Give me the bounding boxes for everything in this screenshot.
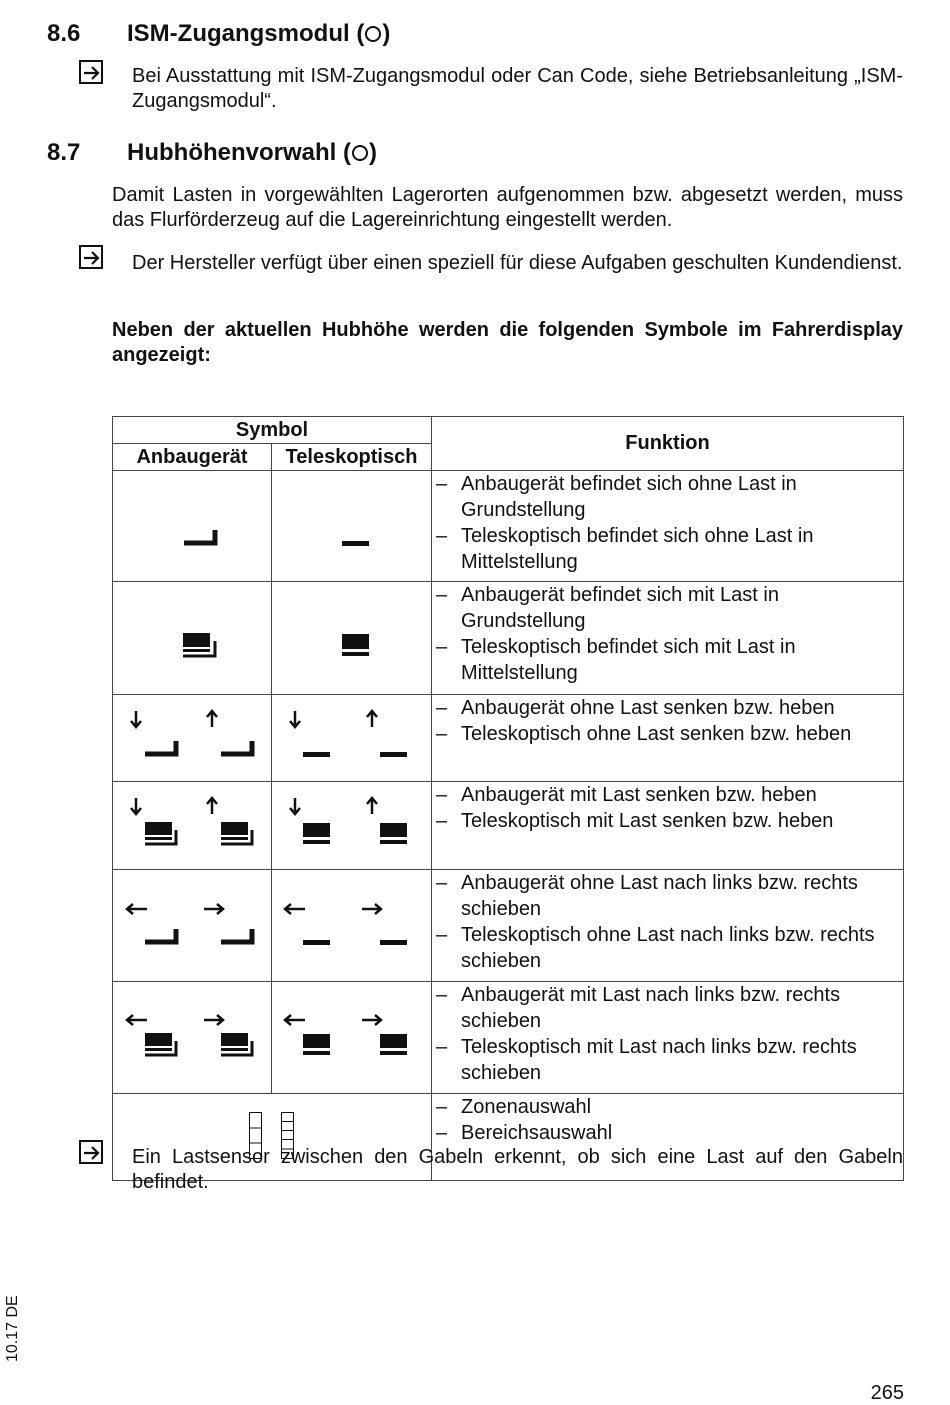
teleskoptisch-symbol-cell [272, 582, 432, 695]
table-loaded-shift-left-right-icons [272, 982, 432, 1087]
teleskoptisch-symbol-cell [272, 695, 432, 782]
fork-lower-raise-icons [113, 695, 272, 775]
function-item: – Teleskoptisch mit Last senken bzw. heben [436, 808, 903, 834]
function-item: – Anbaugerät mit Last nach links bzw. rechts schieben [436, 982, 903, 1034]
section-title: Hubhöhenvorwahl ( ) [127, 139, 377, 166]
anbaugeraet-symbol-cell [113, 582, 272, 695]
table-row [113, 782, 904, 870]
function-item: – Anbaugerät ohne Last senken bzw. heben [436, 695, 903, 721]
section-number: 8.6 [47, 20, 81, 47]
fork-loaded-icon [113, 582, 272, 688]
symbol-table [112, 416, 904, 1181]
teleskoptisch-symbol-cell [272, 982, 432, 1094]
version-label: 10.17 DE [4, 1295, 21, 1362]
final-note-text: Ein Lastsensor zwischen den Gabeln erkennt, ob sich eine Last auf den Gabeln befindet. [132, 1146, 903, 1193]
function-item: – Anbaugerät mit Last senken bzw. heben [436, 782, 903, 808]
section-heading-8-7 [47, 139, 647, 167]
table-loaded-icon [272, 582, 432, 688]
anbaugeraet-symbol-cell [113, 982, 272, 1094]
function-cell [432, 695, 904, 782]
table-row [113, 870, 904, 982]
function-cell [432, 471, 904, 582]
teleskoptisch-symbol-cell [272, 471, 432, 582]
function-item: – Anbaugerät befindet sich mit Last in Grundstellung [436, 582, 903, 634]
table-row [113, 582, 904, 695]
intro-paragraph: Damit Lasten in vorgewählten Lagerorten aufgenommen bzw. abgesetzt werden, muss das Flurförderzeug auf die Lagereinrichtung eingestellt werden. [112, 184, 903, 231]
note-arrow-icon [79, 1140, 103, 1164]
optional-circle-icon [352, 145, 368, 161]
fork-empty-icon [113, 471, 272, 575]
table-lower-raise-icons [272, 695, 432, 775]
bold-lead-text: Neben der aktuellen Hubhöhe werden die folgenden Symbole im Fahrerdisplay angezeigt: [112, 319, 903, 366]
section-title: ISM-Zugangsmodul ( ) [127, 20, 391, 47]
note-arrow-icon [79, 245, 103, 269]
table-shift-left-right-icons [272, 870, 432, 975]
function-cell [432, 582, 904, 695]
function-item: – Teleskoptisch befindet sich mit Last in Mittelstellung [436, 634, 903, 686]
function-cell [432, 982, 904, 1094]
function-item: – Teleskoptisch mit Last nach links bzw. rechts schieben [436, 1034, 903, 1086]
fork-shift-left-right-icons [113, 870, 272, 975]
optional-circle-icon [365, 26, 381, 42]
table-header-symbol: Symbol [113, 417, 432, 444]
note-text: Bei Ausstattung mit ISM-Zugangsmodul oder Can Code, siehe Betriebsanleitung „ISM-Zugangsmodul“. [132, 65, 903, 112]
table-row [113, 982, 904, 1094]
table-row [113, 695, 904, 782]
table-empty-icon [272, 471, 432, 575]
anbaugeraet-symbol-cell [113, 471, 272, 582]
teleskoptisch-symbol-cell [272, 870, 432, 982]
fork-loaded-lower-raise-icons [113, 782, 272, 863]
fork-loaded-shift-left-right-icons [113, 982, 272, 1087]
page-number: 265 [870, 1382, 904, 1404]
table-header-anbaugeraet: Anbaugerät [113, 444, 272, 471]
section-number: 8.7 [47, 139, 81, 166]
teleskoptisch-symbol-cell [272, 782, 432, 870]
function-item: – Anbaugerät ohne Last nach links bzw. rechts schieben [436, 870, 903, 922]
function-item: – Teleskoptisch ohne Last nach links bzw. rechts schieben [436, 922, 903, 974]
function-cell [432, 870, 904, 982]
note-arrow-icon [79, 60, 103, 84]
function-cell [432, 782, 904, 870]
anbaugeraet-symbol-cell [113, 870, 272, 982]
note-text: Der Hersteller verfügt über einen speziell für diese Aufgaben geschulten Kundendienst. [132, 252, 903, 274]
anbaugeraet-symbol-cell [113, 782, 272, 870]
section-heading-8-6 [47, 20, 647, 48]
function-item: – Anbaugerät befindet sich ohne Last in Grundstellung [436, 471, 903, 523]
table-header-teleskoptisch: Teleskoptisch [272, 444, 432, 471]
table-row [113, 471, 904, 582]
function-item: – Teleskoptisch ohne Last senken bzw. heben [436, 721, 903, 747]
function-item: – Zonenauswahl [436, 1094, 903, 1120]
function-item: – Bereichsauswahl [436, 1120, 903, 1146]
table-header-funktion: Funktion [432, 417, 904, 471]
table-loaded-lower-raise-icons [272, 782, 432, 863]
function-item: – Teleskoptisch befindet sich ohne Last in Mittelstellung [436, 523, 903, 575]
anbaugeraet-symbol-cell [113, 695, 272, 782]
